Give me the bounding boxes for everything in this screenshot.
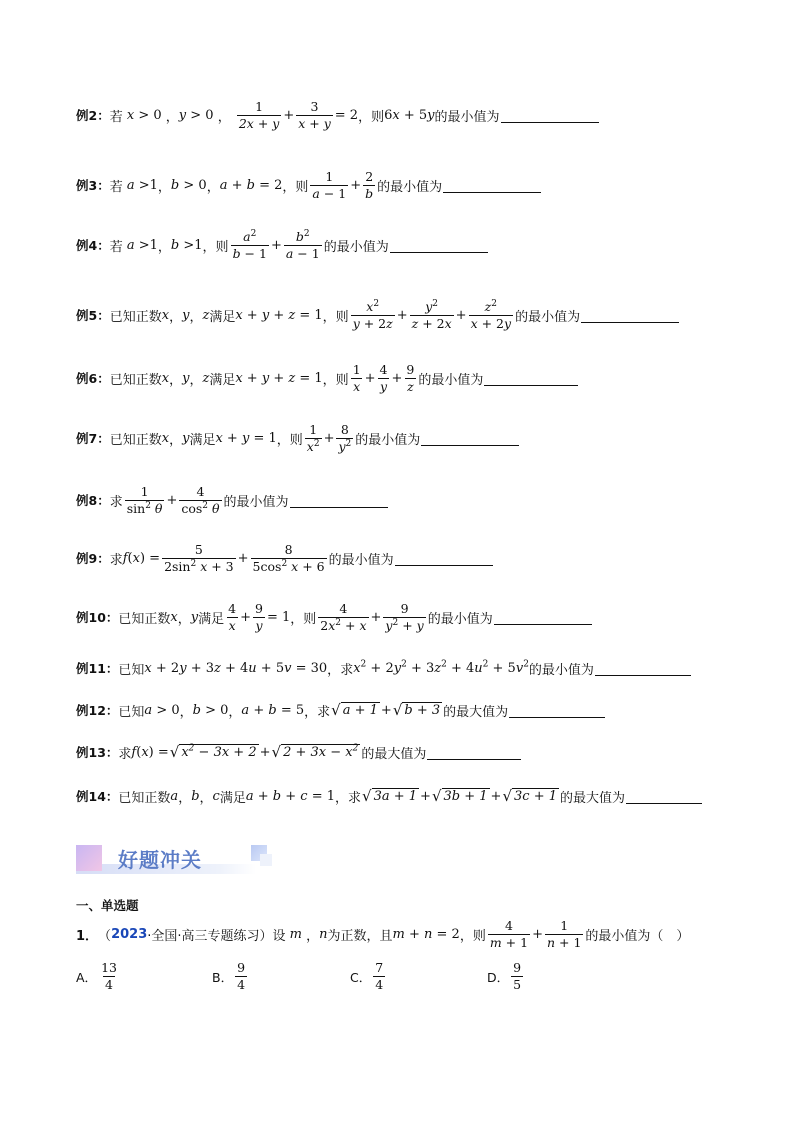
fraction: $\frac{1}{x^2}$ bbox=[306, 421, 320, 454]
fraction: $\frac{4}{2x^2 + x}$ bbox=[320, 600, 367, 633]
example-6: 例6： 已知正数 x ， y ， z 满足 x + y + z = 1 ，则 $\frac{1}{x}$ + $\frac{4}{y}$ + $\frac{9}{z}$ 的最小值为 bbox=[76, 368, 578, 388]
option-c[interactable]: C． $\frac{7}{4}$ bbox=[350, 960, 384, 992]
answer-blank[interactable] bbox=[427, 744, 521, 760]
sqrt-expression: √ $x^2 - 3x + 2$ bbox=[169, 743, 257, 761]
fraction: $\frac{4}{m + 1}$ bbox=[489, 918, 529, 950]
example-7: 例7： 已知正数 x ， y 满足 x + y = 1 ，则 $\frac{1}{x^2}$ + $\frac{8}{y^2}$ 的最小值为 bbox=[76, 428, 519, 448]
example-8: 例8： 求 $\frac{1}{\sin^2 \theta}$ + $\frac{4}{\cos^2 \theta}$ 的最小值为 bbox=[76, 490, 388, 510]
answer-blank[interactable] bbox=[421, 430, 519, 446]
fraction: $\frac{9}{y^2 + y}$ bbox=[385, 600, 424, 633]
fraction: $\frac{5}{2\sin^2 x + 3}$ bbox=[164, 541, 234, 574]
fraction: $\frac{2}{b}$ bbox=[365, 168, 374, 201]
example-12: 例12： 已知 a > 0 ， b > 0 ， a + b = 5 ， 求 √ a + 1 + √ b + 3 的最大值为 bbox=[76, 700, 605, 720]
fraction: $\frac{9}{y}$ bbox=[255, 600, 263, 633]
sqrt-expression: √ 3c + 1 bbox=[502, 787, 557, 805]
example-9: 例9： 求 f(x) = $\frac{5}{2\sin^2 x + 3}$ + $\frac{8}{5\cos^2 x + 6}$ 的最小值为 bbox=[76, 548, 493, 568]
answer-blank[interactable] bbox=[395, 550, 493, 566]
fraction: $\frac{x^2}{y + 2z}$ bbox=[352, 298, 393, 331]
example-3: 例3： 若 a >1 ， b > 0 ， a + b = 2 ，则 $\frac{1}{a - 1}$ + $\frac{2}{b}$ 的最小值为 bbox=[76, 175, 541, 195]
sqrt-expression: √ 3a + 1 bbox=[362, 787, 418, 805]
fraction: $\frac{4}{y}$ bbox=[379, 361, 388, 394]
example-4: 例4： 若 a >1 ， b >1 ，则 $\frac{a^2}{b - 1}$ + $\frac{b^2}{a - 1}$ 的最小值为 bbox=[76, 235, 488, 255]
answer-blank[interactable] bbox=[581, 307, 679, 323]
fraction: $\frac{b^2}{a - 1}$ bbox=[285, 228, 320, 261]
example-2: 例2： 若 x > 0 ， y > 0 ， $\frac{1}{2x + y}$ + $\frac{3}{x + y}$ = 2 ，则 6x + 5y 的最小值为 bbox=[76, 105, 599, 125]
answer-blank[interactable] bbox=[509, 702, 605, 718]
answer-blank[interactable] bbox=[390, 237, 488, 253]
example-label: 例2： bbox=[76, 108, 110, 123]
fraction: $\frac{1}{a - 1}$ bbox=[312, 168, 347, 201]
option-a[interactable]: A． $\frac{13}{4}$ bbox=[76, 960, 117, 992]
fraction: $\frac{1}{x}$ bbox=[352, 361, 361, 394]
fraction: $\frac{4}{x}$ bbox=[228, 600, 237, 633]
fraction: $\frac{1}{n + 1}$ bbox=[546, 918, 582, 950]
answer-blank[interactable] bbox=[290, 492, 388, 508]
fraction: $\frac{z^2}{x + 2y}$ bbox=[470, 298, 512, 331]
source-year: 2023 bbox=[111, 927, 148, 942]
fraction: $\frac{8}{y^2}$ bbox=[338, 421, 352, 454]
fraction: $\frac{a^2}{b - 1}$ bbox=[232, 228, 267, 261]
option-d[interactable]: D． $\frac{9}{5}$ bbox=[487, 960, 522, 992]
sqrt-expression: √ b + 3 bbox=[392, 701, 441, 719]
answer-blank[interactable] bbox=[494, 609, 592, 625]
answer-blank[interactable] bbox=[501, 107, 599, 123]
banner-title: 好题冲关 bbox=[118, 848, 202, 872]
example-5: 例5： 已知正数 x ， y ， z 满足 x + y + z = 1 ，则 $\frac{x^2}{y + 2z}$ + $\frac{y^2}{z + 2x}$ + $\frac{z^2}{x + 2y}$ 的最小值为 bbox=[76, 305, 679, 325]
option-b[interactable]: B． $\frac{9}{4}$ bbox=[212, 960, 246, 992]
question-1: 1． （ 2023 ·全国·高三专题练习）设 m ， n 为正数，且 m + n = 2 ，则 $\frac{4}{m + 1}$ + $\frac{1}{n + 1}$ 的最小值为（ ） bbox=[76, 918, 690, 950]
section-heading: 一、单选题 bbox=[76, 898, 139, 913]
sqrt-expression: √ a + 1 bbox=[331, 701, 378, 719]
section-banner bbox=[76, 842, 266, 874]
answer-blank[interactable] bbox=[443, 177, 541, 193]
fraction: $\frac{3}{x + y}$ bbox=[298, 98, 331, 131]
sqrt-expression: √ $2 + 3x - x^2$ bbox=[271, 743, 359, 761]
fraction: $\frac{y^2}{z + 2x}$ bbox=[411, 298, 452, 331]
fraction: $\frac{4}{\cos^2 \theta}$ bbox=[181, 483, 220, 516]
fraction: $\frac{9}{z}$ bbox=[406, 361, 415, 394]
fraction: $\frac{1}{\sin^2 \theta}$ bbox=[126, 483, 163, 516]
answer-options bbox=[76, 960, 616, 996]
example-14: 例14： 已知正数 a ， b ， c 满足 a + b + c = 1 ， 求 √ 3a + 1 + √ 3b + 1 + √ 3c + 1 的最大值为 bbox=[76, 786, 702, 806]
answer-blank[interactable] bbox=[626, 788, 702, 804]
sqrt-expression: √ 3b + 1 bbox=[431, 787, 488, 805]
example-11: 例11： 已知 x + 2y + 3z + 4u + 5v = 30 ， 求 $x^2 + 2y^2 + 3z^2 + 4u^2 + 5v^2$ 的最小值为 bbox=[76, 658, 691, 678]
fraction: $\frac{1}{2x + y}$ bbox=[238, 98, 280, 131]
answer-blank[interactable] bbox=[484, 370, 578, 386]
fraction: $\frac{8}{5\cos^2 x + 6}$ bbox=[252, 541, 325, 574]
answer-blank[interactable] bbox=[595, 660, 691, 676]
example-13: 例13： 求 f(x) = √ $x^2 - 3x + 2$ + √ $2 + 3x - x^2$ 的最大值为 bbox=[76, 742, 521, 762]
example-10: 例10： 已知正数 x ， y 满足 $\frac{4}{x}$ + $\frac{9}{y}$ = 1 ，则 $\frac{4}{2x^2 + x}$ + $\frac{9}{y^2 + y}$ 的最小值为 bbox=[76, 607, 592, 627]
